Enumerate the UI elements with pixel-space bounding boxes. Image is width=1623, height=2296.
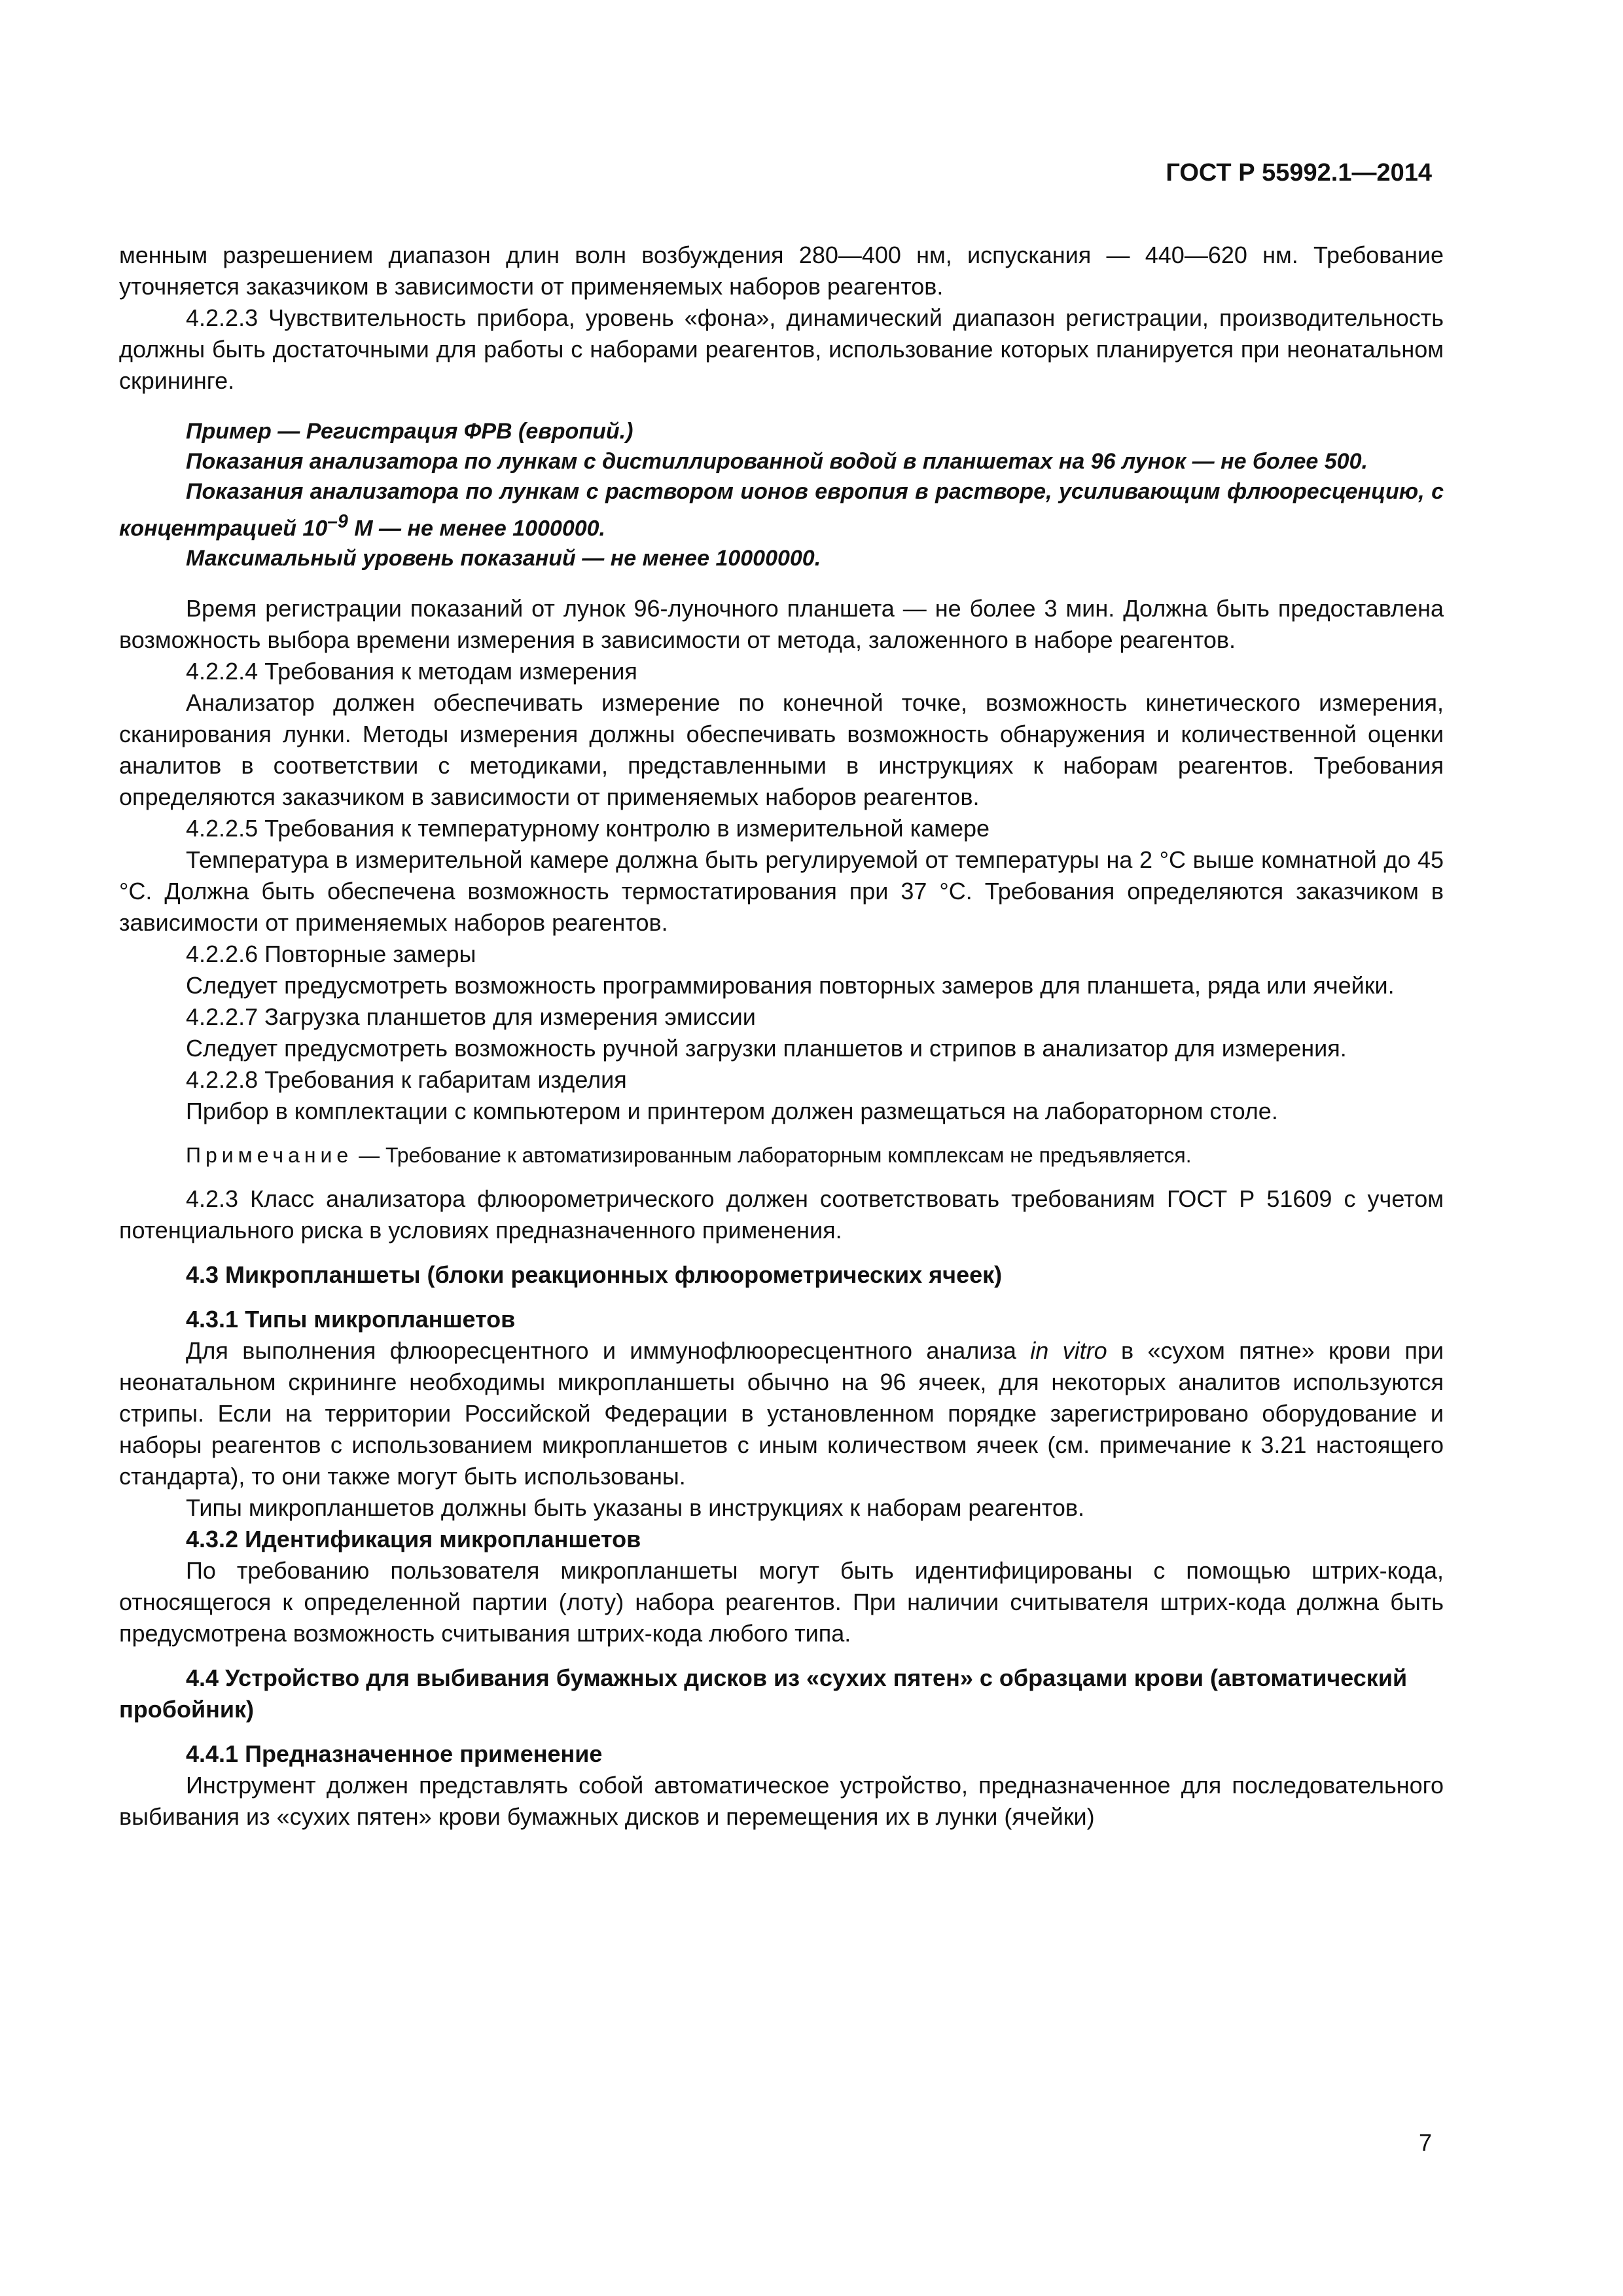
paragraph: менным разрешением диапазон длин волн возбуждения 280—400 нм, испускания — 440—620 нм. Требование уточняется заказчиком в зависимости от применяемых наборов реагентов. bbox=[119, 242, 1444, 300]
paragraph: Следует предусмотреть возможность программирования повторных замеров для планшета, ряда или ячейки. bbox=[186, 972, 1395, 999]
example-line bbox=[119, 476, 1444, 543]
clause-heading: 4.2.2.6 Повторные замеры bbox=[186, 941, 476, 968]
paragraph: Следует предусмотреть возможность ручной загрузки планшетов и стрипов в анализатор для измерения. bbox=[186, 1035, 1347, 1062]
paragraph: Время регистрации показаний от лунок 96-луночного планшета — не более 3 мин. Должна быть предоставлена возможность выбора времени измерения в зависимости от метода, заложенного в наборе реагентов. bbox=[119, 595, 1444, 654]
italic-term: in vitro bbox=[1030, 1337, 1107, 1365]
example-title: Пример — Регистрация ФРВ (европий.) bbox=[186, 419, 633, 444]
example-text: М — не менее 1000000. bbox=[348, 516, 605, 541]
paragraph: Прибор в комплектации с компьютером и принтером должен размещаться на лабораторном столе. bbox=[186, 1098, 1278, 1125]
page-number: 7 bbox=[1418, 2129, 1432, 2156]
paragraph-text: Для выполнения флюоресцентного и иммунофлюоресцентного анализа bbox=[186, 1337, 1031, 1365]
paragraph: 4.2.2.3 Чувствительность прибора, уровень «фона», динамический диапазон регистрации, производительность должны быть достаточными для работы с наборами реагентов, использование которых планируется при неонатальном скрининге. bbox=[119, 304, 1444, 394]
note bbox=[119, 1140, 1444, 1170]
paragraph-text: в «сухом пятне» крови при неонатальном скрининге необходимы микропланшеты обычно на 96 ячеек, для некоторых аналитов используются стрипы. Если на территории Российской Федерации в установленном порядке зарегистрировано оборудование и наборы реагентов с использованием микропланшетов с иным количеством ячеек (см. примечание к 3.21 настоящего стандарта), то они также могут быть использованы. bbox=[119, 1337, 1444, 1490]
subsection-heading: 4.4.1 Предназначенное применение bbox=[186, 1740, 603, 1768]
subsection-heading: 4.3.2 Идентификация микропланшетов bbox=[186, 1526, 641, 1553]
paragraph: 4.2.3 Класс анализатора флюорометрического должен соответствовать требованиям ГОСТ Р 51609 с учетом потенциального риска в условиях предназначенного применения. bbox=[119, 1185, 1444, 1244]
example-text: Показания анализатора по лункам с раствором ионов европия в растворе, усиливающим флюоресценцию, с концентрацией 10 bbox=[119, 479, 1444, 541]
example-line: Показания анализатора по лункам с дистиллированной водой в планшетах на 96 лунок — не более 500. bbox=[186, 449, 1368, 474]
clause-heading: 4.2.2.5 Требования к температурному контролю в измерительной камере bbox=[186, 815, 990, 842]
paragraph: Инструмент должен представлять собой автоматическое устройство, предназначенное для последовательного выбивания из «сухих пятен» крови бумажных дисков и перемещения их в лунки (ячейки) bbox=[119, 1772, 1444, 1831]
paragraph bbox=[119, 1335, 1444, 1492]
exponent: –9 bbox=[327, 511, 348, 532]
paragraph: Температура в измерительной камере должна быть регулируемой от температуры на 2 °С выше комнатной до 45 °С. Должна быть обеспечена возможность термостатирования при 37 °С. Требования определяются заказчиком в зависимости от применяемых наборов реагентов. bbox=[119, 846, 1444, 937]
note-text: — Требование к автоматизированным лабораторным комплексам не предъявляется. bbox=[353, 1143, 1192, 1168]
clause-heading: 4.2.2.4 Требования к методам измерения bbox=[186, 658, 637, 685]
note-label: Примечание bbox=[186, 1143, 353, 1168]
clause-heading: 4.2.2.7 Загрузка планшетов для измерения эмиссии bbox=[186, 1003, 756, 1031]
section-heading: 4.4 Устройство для выбивания бумажных дисков из «сухих пятен» с образцами крови (автоматический пробойник) bbox=[119, 1664, 1408, 1723]
standard-designation: ГОСТ Р 55992.1—2014 bbox=[1166, 159, 1432, 187]
clause-heading: 4.2.2.8 Требования к габаритам изделия bbox=[186, 1066, 627, 1094]
subsection-heading: 4.3.1 Типы микропланшетов bbox=[186, 1306, 516, 1333]
paragraph: Типы микропланшетов должны быть указаны в инструкциях к наборам реагентов. bbox=[186, 1494, 1084, 1522]
section-heading: 4.3 Микропланшеты (блоки реакционных флюорометрических ячеек) bbox=[186, 1261, 1003, 1289]
paragraph: Анализатор должен обеспечивать измерение по конечной точке, возможность кинетического измерения, сканирования лунки. Методы измерения должны обеспечивать возможность обнаружения и количественной оценки аналитов в соответствии с методиками, представленными в инструкциях к наборам реагентов. Требования определяются заказчиком в зависимости от применяемых наборов реагентов. bbox=[119, 689, 1444, 811]
paragraph: По требованию пользователя микропланшеты могут быть идентифицированы с помощью штрих-кода, относящегося к определенной партии (лоту) набора реагентов. При наличии считывателя штрих-кода должна быть предусмотрена возможность считывания штрих-кода любого типа. bbox=[119, 1557, 1444, 1647]
example-line: Максимальный уровень показаний — не менее 10000000. bbox=[186, 546, 821, 571]
example-block bbox=[119, 416, 1444, 573]
document-body bbox=[119, 240, 1444, 1833]
